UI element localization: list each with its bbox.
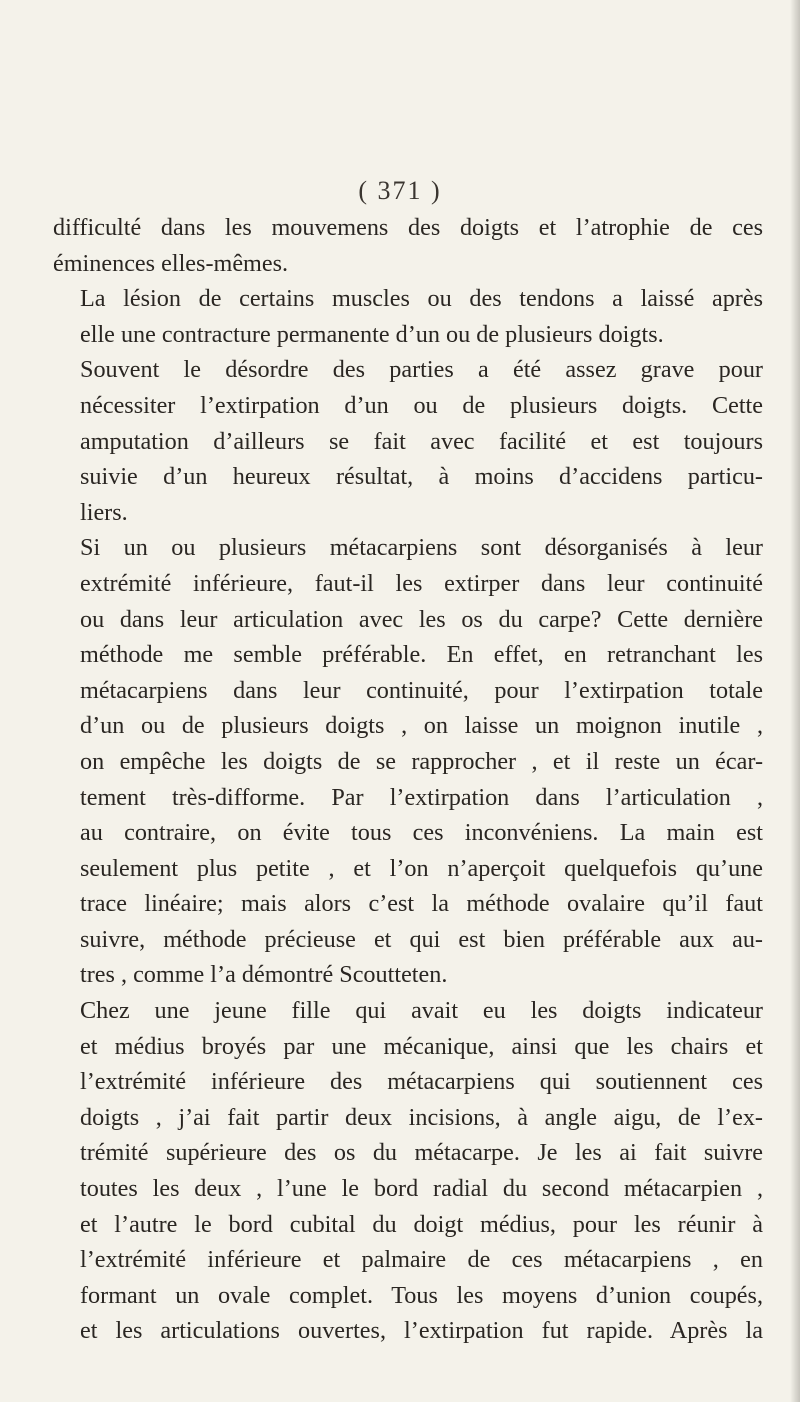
text-line: doigts , j’ai fait partir deux incisions, à angle aigu, de l’ex- [80,1103,763,1131]
text-line: suivie d’un heureux résultat, à moins d’accidens particu- [80,463,763,491]
page-number: ( 371 ) [358,176,442,205]
text-line: Souvent le désordre des parties a été assez grave pour [80,356,763,384]
paragraph [53,530,763,993]
text-line: Chez une jeune fille qui avait eu les doigts indicateur [80,997,763,1025]
text-line: d’un ou de plusieurs doigts , on laisse un moignon inutile , [80,712,763,740]
text-line: on empêche les doigts de se rapprocher , et il reste un écar- [80,747,763,775]
text-line: trace linéaire; mais alors c’est la méthode ovalaire qu’il faut [80,890,763,918]
text-line: et médius broyés par une mécanique, ainsi que les chairs et [80,1032,763,1060]
text-line: méthode me semble préférable. En effet, en retranchant les [80,641,763,669]
paragraph [53,352,763,530]
text-line: seulement plus petite , et l’on n’aperçoit quelquefois qu’une [80,854,763,882]
text-line: éminences elles-mêmes. [53,249,289,277]
text-line: et l’autre le bord cubital du doigt médius, pour les réunir à [80,1210,763,1238]
text-line: nécessiter l’extirpation d’un ou de plusieurs doigts. Cette [80,391,763,419]
text-line: difficulté dans les mouvemens des doigts et l’atrophie de ces [53,214,763,241]
text-line: au contraire, on évite tous ces inconvéniens. La main est [80,819,763,847]
text-line: formant un ovale complet. Tous les moyens d’union coupés, [80,1281,763,1309]
text-line: ou dans leur articulation avec les os du carpe? Cette dernière [80,605,763,633]
paragraph [53,210,763,281]
text-line: l’extrémité inférieure des métacarpiens qui soutiennent ces [80,1068,763,1096]
text-line: suivre, méthode précieuse et qui est bien préférable aux au- [80,925,763,953]
text-line: l’extrémité inférieure et palmaire de ces métacarpiens , en [80,1246,763,1274]
text-line: extrémité inférieure, faut-il les extirper dans leur continuité [80,569,763,597]
text-line: et les articulations ouvertes, l’extirpation fut rapide. Après la [80,1317,763,1345]
text-line: tres , comme l’a démontré Scoutteten. [80,961,448,989]
text-line: amputation d’ailleurs se fait avec facilité et est toujours [80,427,763,455]
text-line: liers. [80,498,128,526]
paragraph [53,281,763,352]
page-edge-shadow [790,0,800,1402]
text-line: métacarpiens dans leur continuité, pour l’extirpation totale [80,676,763,704]
paragraph [53,993,763,1349]
text-line: toutes les deux , l’une le bord radial du second métacarpien , [80,1175,763,1203]
text-line: Si un ou plusieurs métacarpiens sont désorganisés à leur [80,534,763,562]
text-line: elle une contracture permanente d’un ou de plusieurs doigts. [80,320,664,348]
text-line: tement très-difforme. Par l’extirpation dans l’articulation , [80,783,763,811]
text-line: La lésion de certains muscles ou des tendons a laissé après [80,285,763,313]
body-text [53,210,763,1349]
text-line: trémité supérieure des os du métacarpe. Je les ai fait suivre [80,1139,763,1167]
